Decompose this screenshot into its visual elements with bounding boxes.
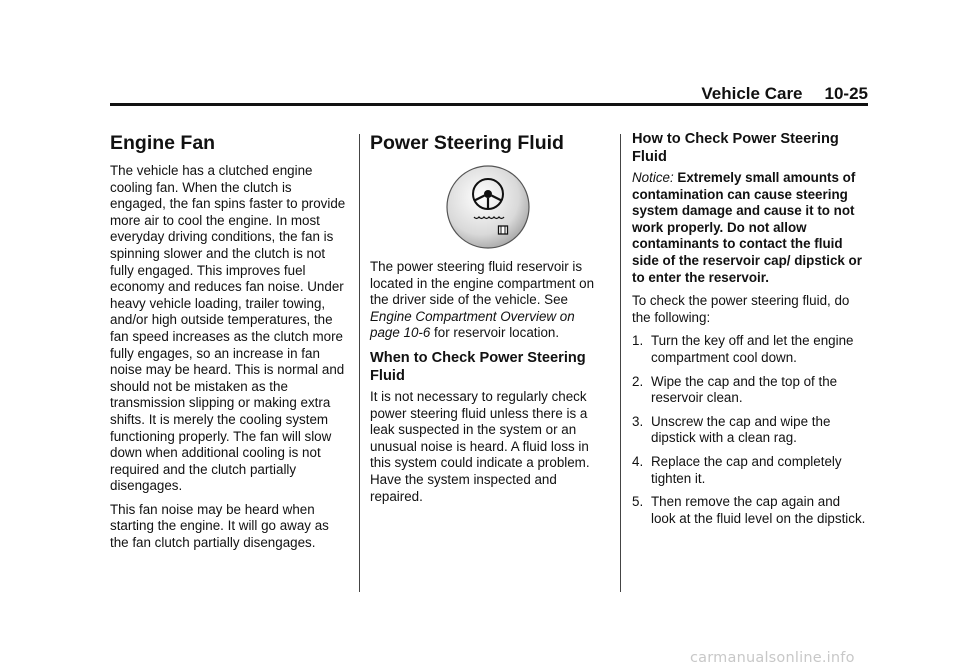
section-title: Vehicle Care — [701, 84, 803, 103]
column-how-to-check — [632, 124, 868, 534]
column-divider-2 — [620, 134, 621, 592]
how-to-check-heading: How to Check Power Steering Fluid — [632, 131, 839, 165]
column-power-steering — [370, 124, 606, 512]
list-item: 5. Then remove the cap again and look at the fluid level on the dipstick. — [632, 494, 866, 526]
header-rule — [110, 103, 868, 106]
column-divider-1 — [359, 134, 360, 592]
watermark: carmanualsonline.info — [690, 650, 855, 666]
notice-text: Extremely small amounts of contamination can cause steering system damage and cause it to not work properly. Do not allow contaminants to contact the fluid side of the reservoir cap/ dipstick or to enter the reservoir. — [632, 170, 862, 285]
column-engine-fan — [110, 124, 348, 559]
engine-fan-heading: Engine Fan — [110, 132, 216, 154]
when-to-check-paragraph: It is not necessary to regularly check power steering fluid unless there is a leak suspected in the system or an unusual noise is heard. A fluid loss in this system could indicate a problem. Have the system inspected and repaired. — [370, 388, 590, 504]
power-steering-fluid-icon — [445, 164, 531, 250]
engine-fan-paragraph-2: This fan noise may be heard when starting the engine. It will go away as the fan clutch partially disengages. — [110, 501, 329, 551]
page-number: 10-25 — [824, 84, 868, 103]
when-to-check-heading: When to Check Power Steering Fluid — [370, 349, 586, 384]
power-steering-paragraph-1: The power steering fluid reservoir is located in the engine compartment on the driver side of the vehicle. See Engine Compartment Overview on page 10-6 for reservoir location. — [370, 259, 595, 341]
list-item: 3. Unscrew the cap and wipe the dipstick with a clean rag. — [632, 413, 831, 446]
list-item: 4. Replace the cap and completely tighten it. — [632, 453, 842, 486]
list-item: 2. Wipe the cap and the top of the reservoir clean. — [632, 373, 838, 406]
check-intro: To check the power steering fluid, do the following: — [632, 293, 850, 325]
notice-paragraph — [632, 170, 868, 286]
engine-fan-paragraph-1: The vehicle has a clutched engine cooling fan. When the clutch is engaged, the fan spins faster to provide more air to cool the engine. In most everyday driving conditions, the fan is spinning slower and the clutch is not fully engaged. This improves fuel economy and reduces fan noise. Under heavy vehicle loading, trailer towing, and/or high outside temperatures, the fan speed increases as the clutch more fully engages, so an increase in fan noise may be heard. This is normal and should not be mistaken as the transmission slipping or making extra shifts. It is merely the cooling system functioning properly. The fan will slow down when additional cooling is not required and the clutch partially disengages. — [110, 163, 346, 494]
engine-compartment-link[interactable]: Engine Compartment Overview on page 10-6 — [370, 308, 575, 341]
power-steering-heading: Power Steering Fluid — [370, 132, 564, 154]
list-item: 1. Turn the key off and let the engine compartment cool down. — [632, 333, 854, 365]
check-steps-list — [632, 333, 868, 527]
notice-label: Notice: — [632, 170, 674, 185]
